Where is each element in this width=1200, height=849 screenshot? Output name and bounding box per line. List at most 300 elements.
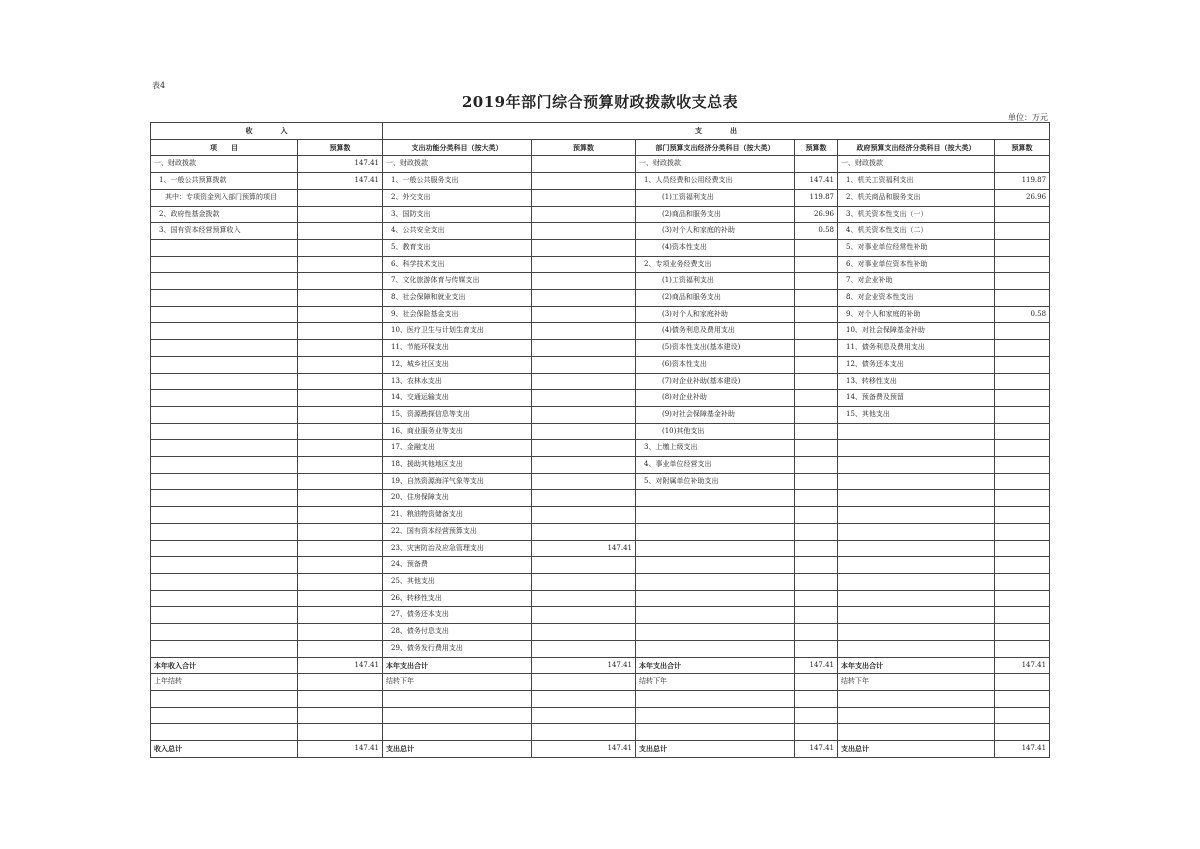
budget-amount-cell: [298, 390, 383, 407]
budget-amount-cell: [995, 724, 1050, 741]
item-name-cell: 3、上缴上级支出: [636, 440, 795, 457]
budget-amount-cell: [298, 674, 383, 691]
item-name-cell: 8、社会保障和就业支出: [383, 290, 532, 307]
item-name-cell: 14、预备费及预留: [838, 390, 995, 407]
unit-label: 单位：万元: [1008, 113, 1048, 122]
budget-amount-cell: [532, 707, 636, 724]
budget-amount-cell: [995, 290, 1050, 307]
item-name-cell: [151, 340, 298, 357]
item-name-cell: 4、机关资本性支出（二）: [838, 223, 995, 240]
item-name-cell: 28、债务付息支出: [383, 624, 532, 641]
item-name-cell: 2、外交支出: [383, 189, 532, 206]
item-name-cell: 10、对社会保障基金补助: [838, 323, 995, 340]
budget-amount-cell: [532, 607, 636, 624]
budget-amount-cell: [298, 273, 383, 290]
budget-amount-cell: [995, 440, 1050, 457]
budget-amount-cell: [995, 473, 1050, 490]
item-name-cell: [151, 707, 298, 724]
budget-amount-cell: [995, 640, 1050, 657]
item-name-cell: 3、国有资本经营预算收入: [151, 223, 298, 240]
budget-amount-cell: [995, 356, 1050, 373]
budget-amount-cell: [995, 540, 1050, 557]
budget-amount-cell: [795, 707, 838, 724]
item-name-cell: 25、其他支出: [383, 573, 532, 590]
table-row: [151, 690, 1050, 707]
item-name-cell: [151, 306, 298, 323]
budget-amount-cell: 119.87: [995, 173, 1050, 190]
table-row: [151, 657, 1050, 674]
budget-amount-cell: 147.41: [532, 657, 636, 674]
budget-amount-cell: [298, 457, 383, 474]
budget-amount-cell: [298, 206, 383, 223]
item-name-cell: 17、金融支出: [383, 440, 532, 457]
item-name-cell: 本年支出合计: [636, 657, 795, 674]
budget-amount-cell: [532, 206, 636, 223]
budget-amount-cell: [298, 440, 383, 457]
budget-amount-cell: [298, 590, 383, 607]
item-name-cell: 本年收入合计: [151, 657, 298, 674]
item-name-cell: [151, 573, 298, 590]
budget-amount-cell: [298, 340, 383, 357]
item-name-cell: [636, 607, 795, 624]
budget-amount-cell: [532, 674, 636, 691]
budget-amount-cell: [298, 523, 383, 540]
table-row: [151, 507, 1050, 524]
item-name-cell: 9、社会保险基金支出: [383, 306, 532, 323]
budget-amount-cell: [795, 640, 838, 657]
item-name-cell: 19、自然资源海洋气象等支出: [383, 473, 532, 490]
budget-amount-cell: [795, 523, 838, 540]
table-row: [151, 189, 1050, 206]
item-name-cell: [151, 356, 298, 373]
table-row: [151, 707, 1050, 724]
item-name-cell: 4、公共安全支出: [383, 223, 532, 240]
item-name-cell: 支出总计: [383, 740, 532, 757]
budget-amount-cell: [795, 590, 838, 607]
item-name-cell: 7、文化旅游体育与传媒支出: [383, 273, 532, 290]
item-name-cell: (7)对企业补助(基本建设): [636, 373, 795, 390]
item-name-cell: [151, 690, 298, 707]
item-name-cell: 12、城乡社区支出: [383, 356, 532, 373]
budget-amount-cell: [795, 373, 838, 390]
item-name-cell: 22、国有资本经营预算支出: [383, 523, 532, 540]
budget-amount-cell: [795, 356, 838, 373]
budget-amount-cell: [795, 273, 838, 290]
column-header: 政府预算支出经济分类科目（按大类）: [838, 139, 995, 156]
budget-amount-cell: [995, 690, 1050, 707]
item-name-cell: (10)其他支出: [636, 423, 795, 440]
item-name-cell: [151, 557, 298, 574]
budget-amount-cell: [795, 573, 838, 590]
item-name-cell: 5、教育支出: [383, 239, 532, 256]
budget-amount-cell: [532, 239, 636, 256]
budget-amount-cell: [298, 406, 383, 423]
table-row: [151, 373, 1050, 390]
item-name-cell: [151, 590, 298, 607]
budget-amount-cell: [795, 306, 838, 323]
budget-table: [150, 122, 1050, 758]
budget-amount-cell: 119.87: [795, 189, 838, 206]
item-name-cell: [838, 440, 995, 457]
budget-amount-cell: 147.41: [795, 173, 838, 190]
budget-amount-cell: [298, 573, 383, 590]
table-row: [151, 290, 1050, 307]
table-body: [151, 156, 1050, 757]
table-row: [151, 340, 1050, 357]
item-name-cell: [383, 690, 532, 707]
budget-amount-cell: [795, 724, 838, 741]
item-name-cell: 5、对附属单位补助支出: [636, 473, 795, 490]
item-name-cell: 1、人员经费和公用经费支出: [636, 173, 795, 190]
budget-amount-cell: [298, 423, 383, 440]
item-name-cell: 一、财政拨款: [151, 156, 298, 173]
item-name-cell: [838, 707, 995, 724]
budget-amount-cell: [795, 624, 838, 641]
item-name-cell: 10、医疗卫生与计划生育支出: [383, 323, 532, 340]
budget-amount-cell: [532, 223, 636, 240]
item-name-cell: (9)对社会保障基金补助: [636, 406, 795, 423]
budget-amount-cell: [298, 323, 383, 340]
item-name-cell: [151, 273, 298, 290]
budget-amount-cell: [532, 590, 636, 607]
table-row: [151, 523, 1050, 540]
budget-amount-cell: [995, 273, 1050, 290]
budget-amount-cell: [995, 557, 1050, 574]
table-row: [151, 473, 1050, 490]
table-row: [151, 740, 1050, 757]
item-name-cell: [151, 523, 298, 540]
budget-amount-cell: [995, 707, 1050, 724]
item-name-cell: [151, 406, 298, 423]
item-name-cell: 支出总计: [838, 740, 995, 757]
item-name-cell: [383, 724, 532, 741]
item-name-cell: 11、债务利息及费用支出: [838, 340, 995, 357]
budget-amount-cell: [298, 607, 383, 624]
column-header: 部门预算支出经济分类科目（按大类）: [636, 139, 795, 156]
budget-amount-cell: [532, 690, 636, 707]
table-row: [151, 256, 1050, 273]
item-name-cell: 7、对企业补助: [838, 273, 995, 290]
item-name-cell: 其中：专项资金列入部门预算的项目: [151, 189, 298, 206]
item-name-cell: [383, 707, 532, 724]
budget-amount-cell: [995, 373, 1050, 390]
budget-amount-cell: [795, 256, 838, 273]
table-row: [151, 573, 1050, 590]
budget-amount-cell: [532, 557, 636, 574]
item-name-cell: [636, 640, 795, 657]
item-name-cell: 23、灾害防治及应急管理支出: [383, 540, 532, 557]
budget-amount-cell: [532, 440, 636, 457]
item-name-cell: (4)资本性支出: [636, 239, 795, 256]
budget-amount-cell: [298, 290, 383, 307]
item-name-cell: 26、转移性支出: [383, 590, 532, 607]
table-row: [151, 674, 1050, 691]
item-name-cell: 18、援助其他地区支出: [383, 457, 532, 474]
budget-amount-cell: [532, 624, 636, 641]
budget-amount-cell: [298, 256, 383, 273]
item-name-cell: [636, 507, 795, 524]
budget-amount-cell: 147.41: [298, 657, 383, 674]
table-row: [151, 390, 1050, 407]
group-header-row: [151, 123, 1050, 140]
item-name-cell: [838, 724, 995, 741]
column-header: 预算数: [795, 139, 838, 156]
budget-amount-cell: 147.41: [532, 540, 636, 557]
column-header-row: [151, 139, 1050, 156]
item-name-cell: 上年结转: [151, 674, 298, 691]
budget-amount-cell: [532, 373, 636, 390]
budget-amount-cell: 147.41: [298, 156, 383, 173]
budget-amount-cell: [995, 674, 1050, 691]
item-name-cell: (8)对企业补助: [636, 390, 795, 407]
budget-amount-cell: [532, 356, 636, 373]
budget-amount-cell: [532, 640, 636, 657]
budget-amount-cell: [532, 390, 636, 407]
item-name-cell: 一、财政拨款: [383, 156, 532, 173]
item-name-cell: 1、一般公共服务支出: [383, 173, 532, 190]
table-row: [151, 206, 1050, 223]
budget-amount-cell: [532, 406, 636, 423]
budget-amount-cell: [298, 223, 383, 240]
item-name-cell: [151, 607, 298, 624]
budget-amount-cell: [795, 440, 838, 457]
budget-amount-cell: [532, 523, 636, 540]
budget-amount-cell: 147.41: [795, 740, 838, 757]
budget-amount-cell: [995, 423, 1050, 440]
item-name-cell: [636, 690, 795, 707]
budget-amount-cell: [532, 457, 636, 474]
budget-amount-cell: [995, 624, 1050, 641]
budget-amount-cell: [532, 473, 636, 490]
table-row: [151, 457, 1050, 474]
budget-amount-cell: [532, 724, 636, 741]
item-name-cell: [838, 607, 995, 624]
table-row: [151, 323, 1050, 340]
column-header: 预算数: [995, 139, 1050, 156]
budget-amount-cell: [298, 473, 383, 490]
item-name-cell: [151, 440, 298, 457]
item-name-cell: 3、国防支出: [383, 206, 532, 223]
budget-amount-cell: [995, 239, 1050, 256]
income-group-header: 收 入: [151, 123, 383, 140]
item-name-cell: 8、对企业资本性支出: [838, 290, 995, 307]
budget-amount-cell: [532, 306, 636, 323]
budget-amount-cell: [795, 390, 838, 407]
budget-amount-cell: [532, 189, 636, 206]
budget-amount-cell: [995, 156, 1050, 173]
item-name-cell: 本年支出合计: [383, 657, 532, 674]
item-name-cell: 2、专项业务经费支出: [636, 256, 795, 273]
item-name-cell: [838, 507, 995, 524]
budget-amount-cell: [298, 373, 383, 390]
item-name-cell: 12、债务还本支出: [838, 356, 995, 373]
budget-amount-cell: [298, 306, 383, 323]
item-name-cell: (3)对个人和家庭补助: [636, 306, 795, 323]
budget-amount-cell: [795, 290, 838, 307]
item-name-cell: [636, 707, 795, 724]
item-name-cell: 15、资源勘探信息等支出: [383, 406, 532, 423]
budget-amount-cell: [995, 206, 1050, 223]
budget-amount-cell: [298, 507, 383, 524]
item-name-cell: [151, 239, 298, 256]
budget-amount-cell: [995, 573, 1050, 590]
item-name-cell: (1)工资福利支出: [636, 273, 795, 290]
item-name-cell: 24、预备费: [383, 557, 532, 574]
item-name-cell: (4)债务利息及费用支出: [636, 323, 795, 340]
expense-group-header: 支 出: [383, 123, 1050, 140]
budget-amount-cell: 26.96: [995, 189, 1050, 206]
table-row: [151, 356, 1050, 373]
item-name-cell: 3、机关资本性支出（一）: [838, 206, 995, 223]
item-name-cell: [151, 457, 298, 474]
table-row: [151, 490, 1050, 507]
item-name-cell: [838, 640, 995, 657]
budget-amount-cell: [795, 607, 838, 624]
budget-amount-cell: [795, 323, 838, 340]
item-name-cell: (6)资本性支出: [636, 356, 795, 373]
item-name-cell: 1、一般公共预算拨款: [151, 173, 298, 190]
item-name-cell: [838, 690, 995, 707]
budget-amount-cell: [795, 423, 838, 440]
table-row: [151, 607, 1050, 624]
table-row: [151, 223, 1050, 240]
item-name-cell: [151, 724, 298, 741]
table-row: [151, 640, 1050, 657]
item-name-cell: 11、节能环保支出: [383, 340, 532, 357]
budget-amount-cell: 147.41: [995, 740, 1050, 757]
item-name-cell: 15、其他支出: [838, 406, 995, 423]
item-name-cell: 27、债务还本支出: [383, 607, 532, 624]
item-name-cell: [151, 473, 298, 490]
item-name-cell: 21、粮油物资储备支出: [383, 507, 532, 524]
budget-amount-cell: [532, 323, 636, 340]
budget-amount-cell: [298, 707, 383, 724]
budget-amount-cell: [995, 507, 1050, 524]
item-name-cell: [636, 573, 795, 590]
budget-amount-cell: [532, 290, 636, 307]
item-name-cell: 本年支出合计: [838, 657, 995, 674]
item-name-cell: [151, 540, 298, 557]
item-name-cell: 13、农林水支出: [383, 373, 532, 390]
item-name-cell: [151, 490, 298, 507]
budget-amount-cell: [995, 457, 1050, 474]
budget-amount-cell: 147.41: [298, 173, 383, 190]
item-name-cell: [151, 507, 298, 524]
item-name-cell: 6、对事业单位资本性补助: [838, 256, 995, 273]
budget-amount-cell: [795, 540, 838, 557]
item-name-cell: 9、对个人和家庭的补助: [838, 306, 995, 323]
item-name-cell: 支出总计: [636, 740, 795, 757]
item-name-cell: [151, 323, 298, 340]
item-name-cell: [151, 624, 298, 641]
item-name-cell: [838, 490, 995, 507]
budget-amount-cell: [795, 239, 838, 256]
budget-amount-cell: [795, 156, 838, 173]
item-name-cell: 4、事业单位经营支出: [636, 457, 795, 474]
budget-amount-cell: [795, 457, 838, 474]
budget-amount-cell: [795, 674, 838, 691]
table-row: [151, 306, 1050, 323]
column-header: 预算数: [532, 139, 636, 156]
item-name-cell: 16、商业服务业等支出: [383, 423, 532, 440]
item-name-cell: [636, 624, 795, 641]
budget-amount-cell: [298, 624, 383, 641]
budget-amount-cell: [795, 473, 838, 490]
column-header: 预算数: [298, 139, 383, 156]
item-name-cell: [838, 473, 995, 490]
budget-amount-cell: [298, 724, 383, 741]
column-header: 支出功能分类科目（按大类）: [383, 139, 532, 156]
budget-amount-cell: [995, 390, 1050, 407]
item-name-cell: 2、机关商品和服务支出: [838, 189, 995, 206]
item-name-cell: (2)商品和服务支出: [636, 290, 795, 307]
table-row: [151, 156, 1050, 173]
table-row: [151, 239, 1050, 256]
budget-amount-cell: [995, 223, 1050, 240]
budget-amount-cell: [532, 507, 636, 524]
item-name-cell: 6、科学技术支出: [383, 256, 532, 273]
item-name-cell: 14、交通运输支出: [383, 390, 532, 407]
item-name-cell: [838, 457, 995, 474]
budget-amount-cell: [995, 607, 1050, 624]
budget-amount-cell: [298, 239, 383, 256]
item-name-cell: [636, 540, 795, 557]
budget-amount-cell: [532, 423, 636, 440]
item-name-cell: 29、债务发行费用支出: [383, 640, 532, 657]
budget-amount-cell: [298, 490, 383, 507]
item-name-cell: [636, 724, 795, 741]
item-name-cell: 13、转移性支出: [838, 373, 995, 390]
budget-amount-cell: [995, 256, 1050, 273]
budget-amount-cell: 0.58: [995, 306, 1050, 323]
budget-amount-cell: 147.41: [298, 740, 383, 757]
table-row: [151, 440, 1050, 457]
item-name-cell: [838, 624, 995, 641]
budget-amount-cell: [532, 573, 636, 590]
item-name-cell: 收入总计: [151, 740, 298, 757]
budget-amount-cell: [795, 557, 838, 574]
item-name-cell: [636, 490, 795, 507]
item-name-cell: 一、财政拨款: [636, 156, 795, 173]
table-row: [151, 173, 1050, 190]
budget-amount-cell: [795, 340, 838, 357]
item-name-cell: [838, 573, 995, 590]
item-name-cell: 结转下年: [636, 674, 795, 691]
item-name-cell: (1)工资福利支出: [636, 189, 795, 206]
column-header: 项 目: [151, 139, 298, 156]
item-name-cell: [838, 423, 995, 440]
budget-amount-cell: [532, 490, 636, 507]
item-name-cell: [151, 640, 298, 657]
item-name-cell: (2)商品和服务支出: [636, 206, 795, 223]
item-name-cell: [151, 256, 298, 273]
item-name-cell: 1、机关工资福利支出: [838, 173, 995, 190]
table-row: [151, 423, 1050, 440]
item-name-cell: [838, 540, 995, 557]
item-name-cell: 2、政府性基金拨款: [151, 206, 298, 223]
item-name-cell: (5)资本性支出(基本建设): [636, 340, 795, 357]
budget-amount-cell: [298, 690, 383, 707]
budget-amount-cell: [795, 406, 838, 423]
table-row: [151, 540, 1050, 557]
item-name-cell: 一、财政拨款: [838, 156, 995, 173]
budget-amount-cell: [532, 273, 636, 290]
budget-amount-cell: [298, 189, 383, 206]
item-name-cell: [636, 590, 795, 607]
budget-amount-cell: [298, 640, 383, 657]
budget-amount-cell: [298, 557, 383, 574]
budget-amount-cell: [532, 256, 636, 273]
